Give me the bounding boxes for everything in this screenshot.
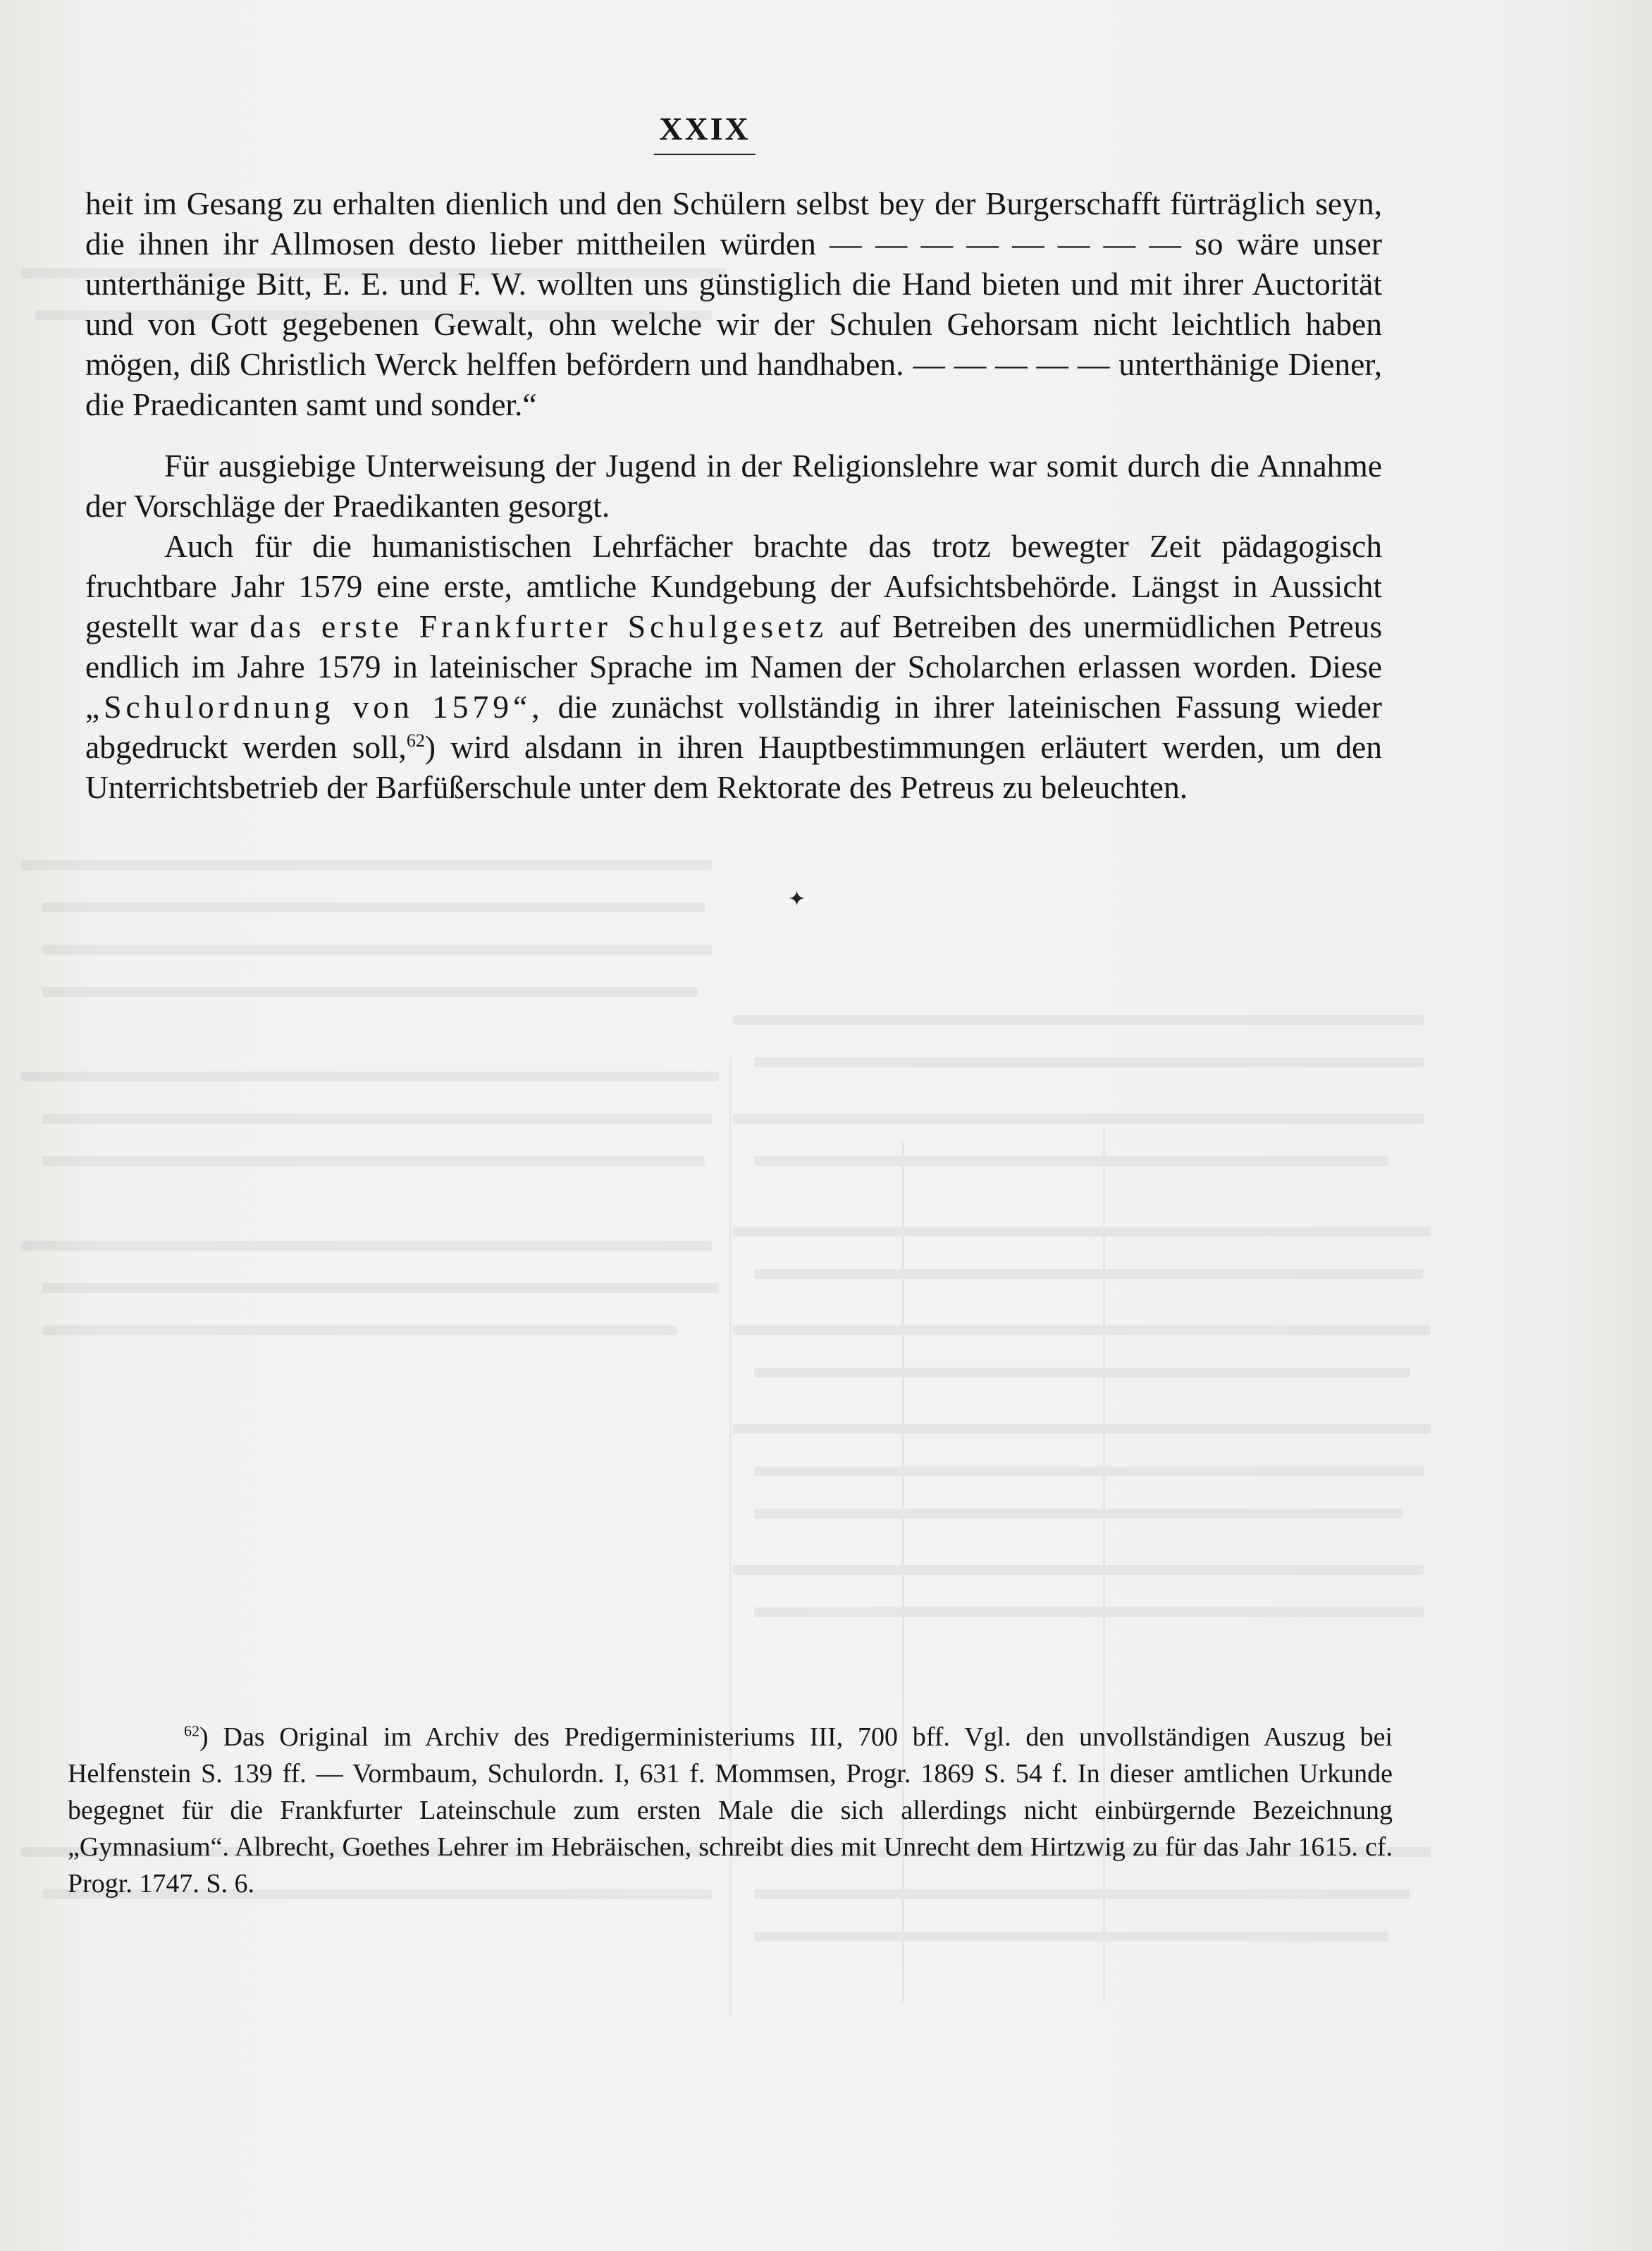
paragraph-text: Für ausgiebige Unterweisung der Jugend in der Religionslehre war somit durch die Annahme der Vorschläge der Praedikanten gesorgt. [85,448,1382,524]
footnote-number: 62 [184,1722,199,1740]
paragraph-text: Auch für die humanistischen Lehrfächer brachte das trotz bewegter Zeit pädagogisch fruchtbare Jahr 1579 eine erste, amtliche Kundgebung der Aufsichtsbehörde. Längst in Aussicht gestellt war [85,528,1382,644]
spaced-emphasis: das erste Frankfurter Schulgesetz [249,608,828,644]
spaced-emphasis: „Schulordnung von 1579“, [85,689,544,725]
footnote-text: ) Das Original im Archiv des Predigerministeriums III, 700 bff. Vgl. den unvollständigen Auszug bei Helfenstein S. 139 ff. — Vormbaum, Schulordn. I, 631 f. Mommsen, Progr. 1869 S. 54 f. In dieser amtlichen Urkunde begegnet für die Frankfurter Lateinschule zum ersten Male die sich allerdings nicht einbürgernde Bezeichnung „Gymnasium“. Albrecht, Goethes Lehrer im Hebräischen, schreibt dies mit Unrecht dem Hirtzwig zu für das Jahr 1615. cf. Progr. 1747. S. 6. [68,1722,1393,1899]
paragraph-schulordnung [85,526,1382,807]
main-text [85,183,1382,807]
paragraph-text: ) wird alsdann in ihren Hauptbestimmungen erläutert werden, um den Unterrichtsbetrieb der Barfüßerschule unter dem Rektorate des Petreus zu beleuchten. [85,729,1382,805]
paragraph-text: die zunächst vollständig in ihrer lateinischen Fassung wieder abgedruckt werden soll, [85,689,1383,765]
paragraph-text: auf Betreiben des unermüdlichen Petreus endlich im Jahre 1579 in lateinischer Sprache im Namen der Scholarchen erlassen worden. Diese [85,608,1383,685]
stray-mark: ✦ [788,888,806,911]
paragraph-text: heit im Gesang zu erhalten dienlich und den Schülern selbst bey der Burgerschafft fürträglich seyn, die ihnen ihr Allmosen desto lieber mittheilen würden — — — — — — — — so wäre unser unterthänige Bitt, E. E. und F. W. wollten uns günstiglich die Hand bieten und mit ihrer Auctorität und von Gott gegebenen Gewalt, ohn welche wir der Schulen Gehorsam nicht leichtlich haben mögen, diß Christlich Werck helffen befördern und handhaben. — — — — — unterthänige Diener, die Praedicanten samt und sonder.“ [85,185,1382,422]
page-number-underline [654,154,756,155]
paragraph-quote-end [85,183,1382,424]
footnote [68,1719,1393,1902]
footnote-reference[interactable]: 62 [406,730,425,751]
page-number: XXIX [659,111,751,147]
paragraph-religion [85,446,1382,526]
